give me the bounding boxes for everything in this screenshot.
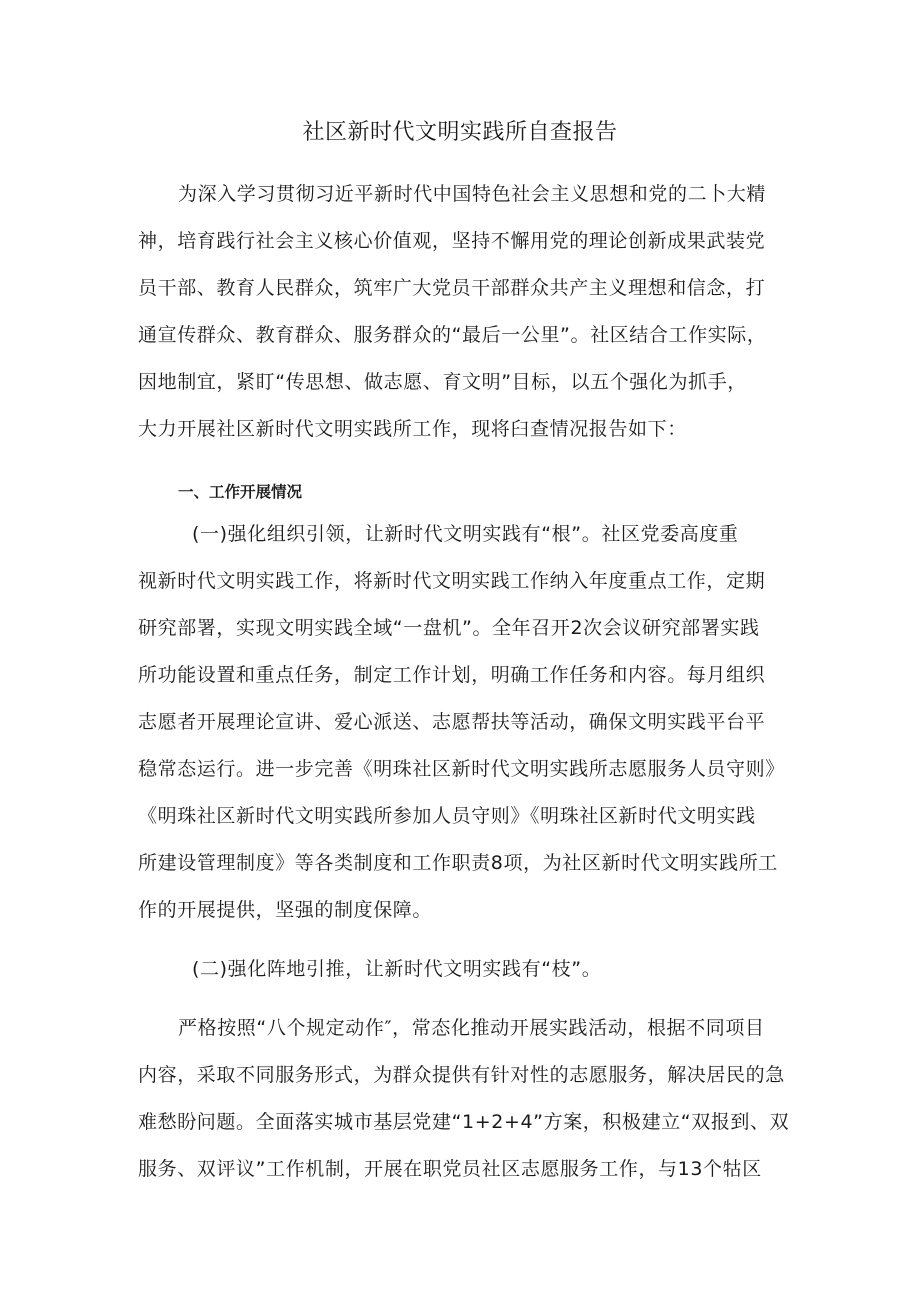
paragraph-line: 研究部署，实现文明实践全域“一盘机”。全年召开2次会议研究部署实践 — [138, 617, 760, 639]
intro-line: 通宣传群众、教育群众、服务群众的“最后一公里”。社区结合工作实际， — [138, 324, 767, 346]
paragraph-line: 难愁盼问题。全面落实城市基层党建“1+2+4”方案，积极建立“双报到、双 — [138, 1111, 790, 1133]
paragraph-line: 服务、双评议”工作机制，开展在职党员社区志愿服务工作，与13个牯区 — [138, 1158, 762, 1180]
intro-line: 神，培育践行社会主义核心价值观，坚持不懈用党的理论创新成果武装党 — [138, 230, 766, 252]
paragraph-line: 内容，采取不同服务形式，为群众提供有针对性的志愿服务，解决居民的急 — [138, 1064, 785, 1086]
intro-line: 员干部、教育人民群众，筑牢广大党员干部群众共产主义理想和信念，打 — [138, 277, 766, 299]
paragraph-line: (一)强化组织引领，让新时代文明实践有“根”。社区党委高度重 — [192, 523, 739, 545]
paragraph-line: 稳常态运行。进一步完善《明珠社区新时代文明实践所志愿服务人员守则》 — [138, 758, 785, 780]
document-title: 社区新时代文明实践所自查报告 — [302, 120, 618, 145]
intro-line: 为深入学习贯彻习近平新时代中国特色社会主义思想和党的二卜大精 — [178, 183, 767, 205]
paragraph-line: 所功能设置和重点任务，制定工作计划，明确工作任务和内容。每月组织 — [138, 664, 766, 686]
paragraph-line: 志愿者开展理论宣讲、爱心派送、志愿帮扶等活动，确保文明实践平台平 — [138, 711, 766, 733]
paragraph-line: 《明珠社区新时代文明实践所参加人员守则》《明珠社区新时代文明实践 — [138, 805, 756, 827]
intro-line: 大力开展社区新时代文明实践所工作，现将臼查情况报告如下： — [138, 418, 687, 440]
paragraph-line: 视新时代文明实践工作，将新时代文明实践工作纳入年度重点工作，定期 — [138, 570, 766, 592]
section-heading: 一、工作开展情况 — [178, 483, 303, 501]
paragraph-line: 严格按照“八个规定动作″，常态化推动开展实践活动，根据不同项目 — [178, 1017, 765, 1039]
paragraph-line: 作的开展提供，坚强的制度保障。 — [138, 899, 433, 921]
paragraph-line: 所建设管理制度》等各类制度和工作职责8项，为社区新时代文明实践所工 — [138, 852, 778, 874]
intro-line: 因地制宜，紧盯“传思想、做志愿、育文明”目标，以五个强化为抓手， — [138, 371, 747, 393]
subsection-heading: (二)强化阵地引推，让新时代文明实践有“枝”。 — [192, 958, 602, 980]
